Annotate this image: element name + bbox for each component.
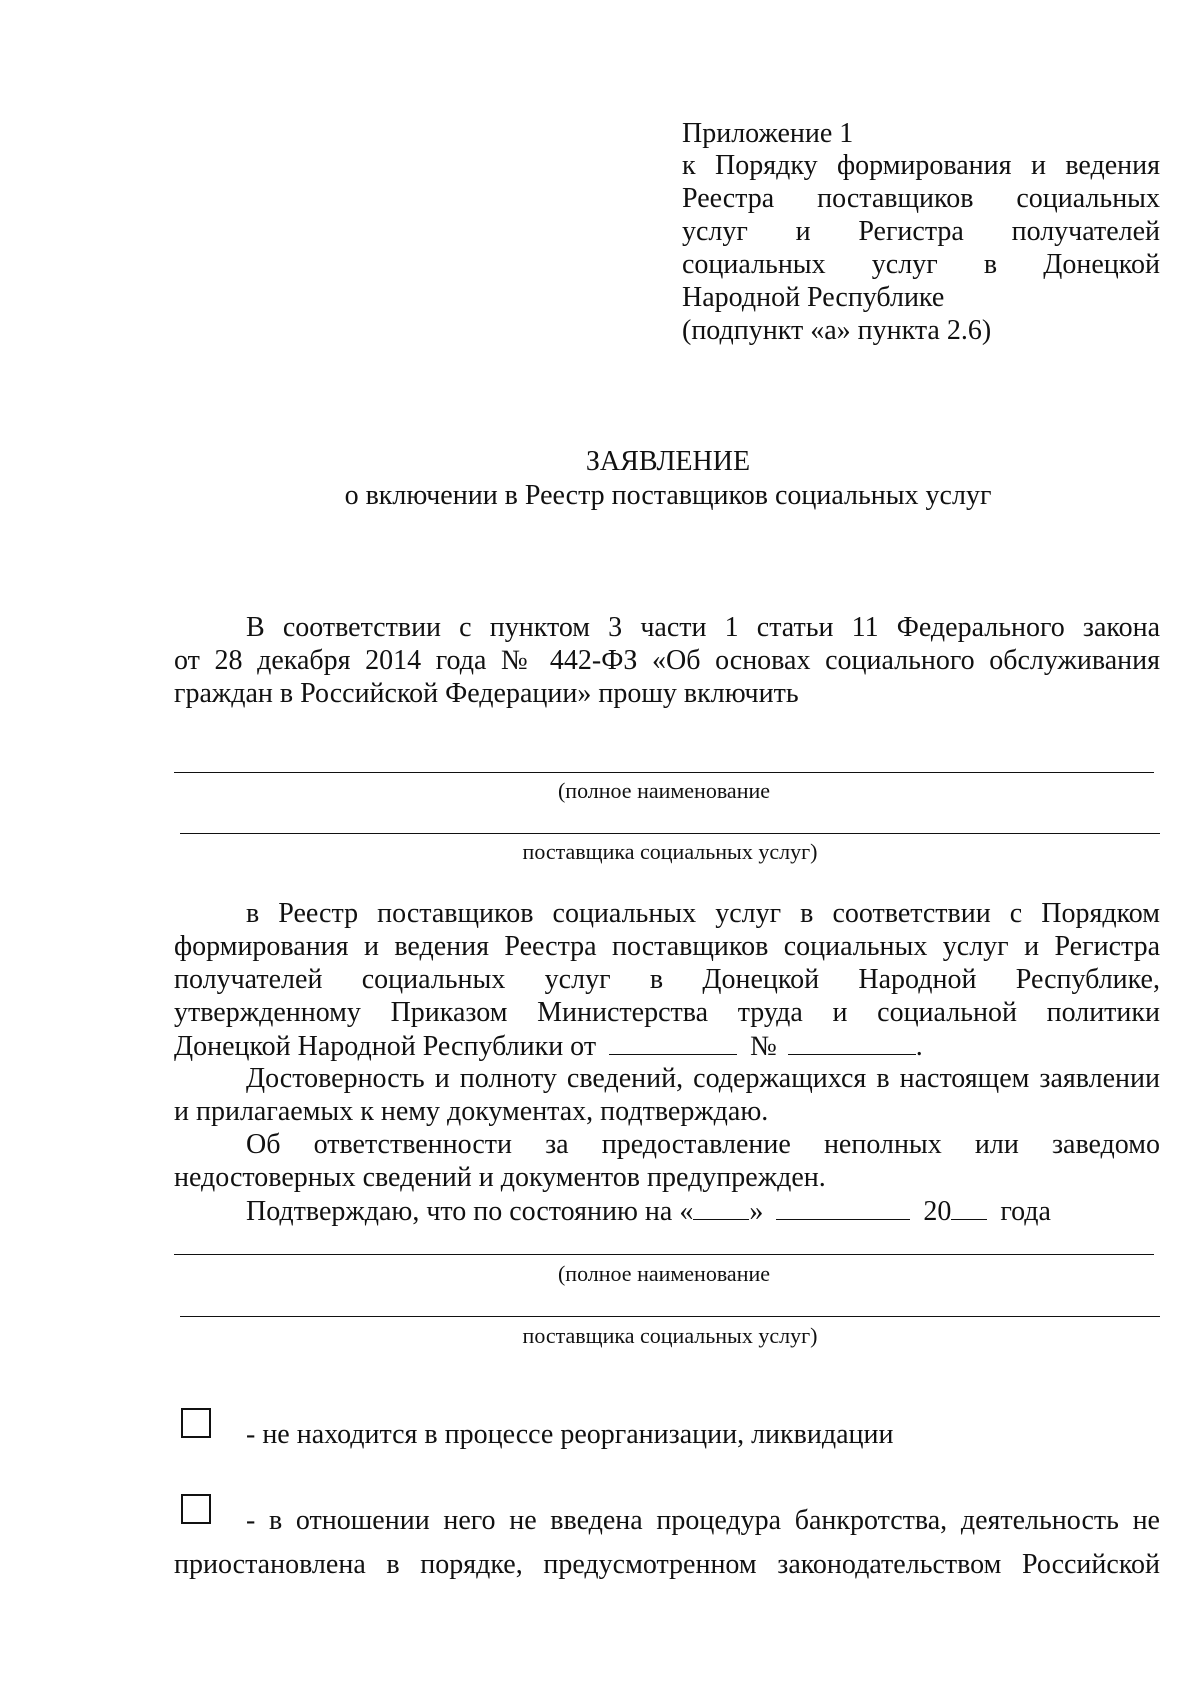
not-reorganizing-checkbox[interactable] [181,1408,211,1438]
name-field-line-2[interactable] [180,833,1160,834]
appendix-word: услуг [682,216,748,247]
body-p1-line-4: утвержденному Приказом Министерства труда и социальной политики [174,997,1160,1028]
appendix-word: Регистра [858,216,964,247]
body-p3-line-1: Об ответственности за предоставление неполных или заведомо [246,1129,1160,1160]
appendix-number: Приложение 1 [682,118,854,149]
appendix-word: в [983,249,998,280]
appendix-word: социальных [682,249,826,280]
appendix-word: ведения [1065,150,1160,181]
intro-line-1: В соответствии с пунктом 3 части 1 статьи 11 Федерального закона [246,612,1160,643]
year-field[interactable] [951,1195,987,1220]
day-field[interactable] [693,1195,749,1220]
check-item-2-line-2: приостановлена в порядке, предусмотренном законодательством Российской [174,1549,1160,1580]
year-prefix: 20 [923,1196,952,1227]
appendix-word: услуг [871,249,938,280]
body-p1-line-1: в Реестр поставщиков социальных услуг в соответствии с Порядком [246,898,1160,929]
body-p1-line-2: формирования и ведения Реестра поставщиков социальных услуг и Регистра [174,931,1160,962]
document-subtitle: о включении в Реестр поставщиков социальных услуг [344,480,992,511]
body-p4-line [246,1195,1051,1228]
appendix-word: поставщиков [817,183,974,214]
body-p3-line-2: недостоверных сведений и документов предупрежден. [174,1162,826,1193]
name-field-caption-1: (полное наименование [557,778,771,803]
name-field-caption-3: (полное наименование [557,1261,771,1286]
body-p1-line-5 [174,1030,923,1063]
appendix-word: и [795,216,811,247]
body-p1-line-3: получателей социальных услуг в Донецкой Народной Республике, [174,964,1160,995]
appendix-line-6: Народной Республике [682,282,945,313]
appendix-word: формирования [836,150,1012,181]
check-item-1-label: - не находится в процессе реорганизации, ликвидации [246,1419,894,1450]
document-title: ЗАЯВЛЕНИЕ [585,446,751,477]
number-sign: № [750,1031,777,1062]
name-field-line-4[interactable] [180,1316,1160,1317]
check-item-2-line-1: - в отношении него не введена процедура банкротства, деятельность не [246,1505,1160,1536]
confirm-text: Подтверждаю, что по состоянию на « [246,1196,694,1227]
quote-close: » [749,1196,764,1227]
intro-line-3: граждан в Российской Федерации» прошу включить [174,678,799,709]
appendix-line-4 [682,216,1160,248]
appendix-line-2 [682,150,1160,182]
intro-line-2: от 28 декабря 2014 года № 442-ФЗ «Об основах социального обслуживания [174,645,1160,676]
body-p1-line-5-text: Донецкой Народной Республики от [174,1031,597,1062]
body-p2-line-1: Достоверность и полноту сведений, содержащихся в настоящем заявлении [246,1063,1160,1094]
name-field-caption-2: поставщика социальных услуг) [522,839,818,864]
name-field-line-3[interactable] [174,1254,1154,1255]
appendix-word: Донецкой [1043,249,1160,280]
appendix-word: к [682,150,696,181]
name-field-line-1[interactable] [174,772,1154,773]
appendix-line-5 [682,249,1160,281]
year-word: года [1000,1196,1051,1227]
period: . [915,1031,923,1062]
order-date-field[interactable] [609,1030,737,1055]
name-field-caption-4: поставщика социальных услуг) [522,1323,818,1348]
appendix-word: социальных [1016,183,1160,214]
appendix-line-7: (подпункт «а» пункта 2.6) [682,315,992,346]
no-bankruptcy-checkbox[interactable] [181,1494,211,1524]
appendix-word: и [1030,150,1046,181]
order-number-field[interactable] [788,1030,916,1055]
month-field[interactable] [776,1195,910,1220]
appendix-word: Порядку [715,150,818,181]
appendix-word: получателей [1011,216,1160,247]
body-p2-line-2: и прилагаемых к нему документах, подтверждаю. [174,1096,769,1127]
appendix-word: Реестра [682,183,775,214]
appendix-line-3 [682,183,1160,215]
